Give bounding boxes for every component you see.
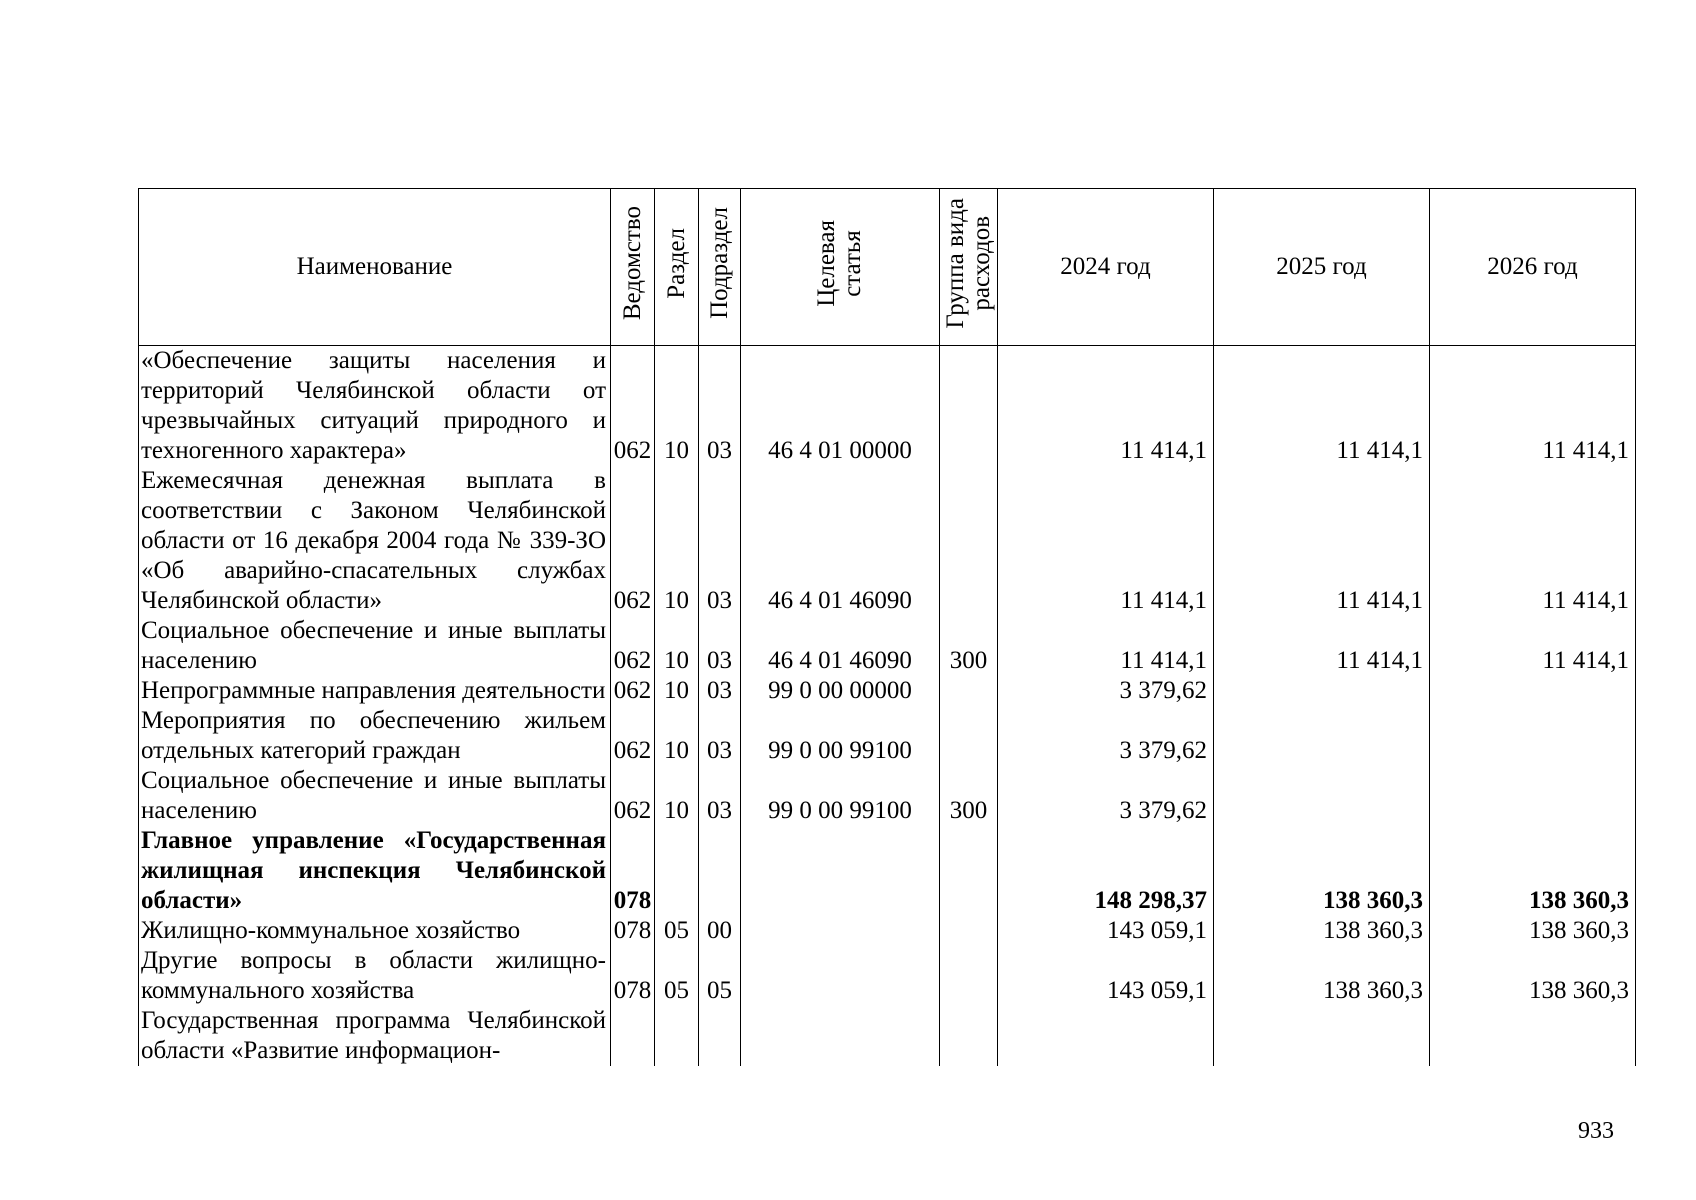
row-vedomstvo-cell xyxy=(611,1006,655,1066)
row-2026-cell: 11 414,1 xyxy=(1430,466,1636,616)
row-2025-cell: 138 360,3 xyxy=(1214,946,1430,1006)
header-name: Наименование xyxy=(139,189,611,346)
table-row xyxy=(139,766,1636,826)
row-2025-cell: 11 414,1 xyxy=(1214,616,1430,676)
header-podrazdel: Подраздел xyxy=(699,189,741,346)
row-razdel-cell: 10 xyxy=(655,346,699,467)
table-row xyxy=(139,826,1636,916)
row-2024-cell: 3 379,62 xyxy=(998,676,1214,706)
row-vedomstvo-cell: 062 xyxy=(611,616,655,676)
row-gruppa-cell: 300 xyxy=(940,766,998,826)
row-name-cell: Другие вопросы в области жилищно-коммунального хозяйства xyxy=(139,946,611,1006)
row-name-cell: Главное управление «Государственная жилищная инспекция Челябинской области» xyxy=(139,826,611,916)
row-2024-cell: 3 379,62 xyxy=(998,766,1214,826)
row-celevaya-statya-cell: 99 0 00 99100 xyxy=(741,766,940,826)
row-razdel-cell: 05 xyxy=(655,946,699,1006)
row-celevaya-statya-cell: 99 0 00 99100 xyxy=(741,706,940,766)
row-2026-cell xyxy=(1430,676,1636,706)
row-name-cell: Жилищно-коммунальное хозяйство xyxy=(139,916,611,946)
row-vedomstvo-cell: 062 xyxy=(611,706,655,766)
row-2026-cell: 138 360,3 xyxy=(1430,946,1636,1006)
row-gruppa-cell: 300 xyxy=(940,616,998,676)
row-2024-cell: 3 379,62 xyxy=(998,706,1214,766)
row-celevaya-statya-cell xyxy=(741,916,940,946)
row-razdel-cell xyxy=(655,1006,699,1066)
row-celevaya-statya-cell: 46 4 01 46090 xyxy=(741,616,940,676)
row-razdel-cell: 10 xyxy=(655,766,699,826)
row-vedomstvo-cell: 062 xyxy=(611,346,655,467)
row-razdel-cell: 10 xyxy=(655,706,699,766)
row-2025-cell xyxy=(1214,1006,1430,1066)
row-2026-cell xyxy=(1430,1006,1636,1066)
table-row xyxy=(139,616,1636,676)
row-razdel-cell xyxy=(655,826,699,916)
row-gruppa-cell xyxy=(940,676,998,706)
row-name-cell: Социальное обеспечение и иные выплаты населению xyxy=(139,616,611,676)
row-2025-cell: 11 414,1 xyxy=(1214,466,1430,616)
table-header-row xyxy=(139,189,1636,346)
row-2024-cell: 11 414,1 xyxy=(998,346,1214,467)
row-2025-cell: 138 360,3 xyxy=(1214,826,1430,916)
row-name-cell: Ежемесячная денежная выплата в соответствии с Законом Челябинской области от 16 декабря 2004 года № 339-ЗО «Об аварийно-спасательных службах Челябинской области» xyxy=(139,466,611,616)
row-podrazdel-cell: 00 xyxy=(699,916,741,946)
row-2025-cell xyxy=(1214,706,1430,766)
row-podrazdel-cell: 03 xyxy=(699,346,741,467)
page-number: 933 xyxy=(1578,1118,1614,1144)
header-celevaya-statya: Целевая статья xyxy=(741,189,940,346)
row-2024-cell xyxy=(998,1006,1214,1066)
header-gruppa-vida-rashodov: Группа вида расходов xyxy=(940,189,998,346)
row-razdel-cell: 05 xyxy=(655,916,699,946)
row-razdel-cell: 10 xyxy=(655,676,699,706)
row-vedomstvo-cell: 078 xyxy=(611,946,655,1006)
table-row xyxy=(139,706,1636,766)
row-podrazdel-cell: 03 xyxy=(699,466,741,616)
table-row xyxy=(139,346,1636,467)
row-2025-cell xyxy=(1214,766,1430,826)
row-name-cell: Государственная программа Челябинской области «Развитие информацион- xyxy=(139,1006,611,1066)
row-gruppa-cell xyxy=(940,916,998,946)
budget-table xyxy=(138,188,1636,1066)
row-2026-cell xyxy=(1430,766,1636,826)
row-gruppa-cell xyxy=(940,706,998,766)
row-celevaya-statya-cell xyxy=(741,1006,940,1066)
row-name-cell: Мероприятия по обеспечению жильем отдельных категорий граждан xyxy=(139,706,611,766)
row-podrazdel-cell: 03 xyxy=(699,766,741,826)
row-podrazdel-cell: 05 xyxy=(699,946,741,1006)
table-row xyxy=(139,1006,1636,1066)
row-2024-cell: 11 414,1 xyxy=(998,616,1214,676)
row-2025-cell xyxy=(1214,676,1430,706)
row-2025-cell: 138 360,3 xyxy=(1214,916,1430,946)
table-body xyxy=(139,346,1636,1067)
row-gruppa-cell xyxy=(940,826,998,916)
row-gruppa-cell xyxy=(940,346,998,467)
row-name-cell: Непрограммные направления деятельности xyxy=(139,676,611,706)
row-gruppa-cell xyxy=(940,466,998,616)
row-podrazdel-cell: 03 xyxy=(699,616,741,676)
row-podrazdel-cell: 03 xyxy=(699,706,741,766)
header-razdel: Раздел xyxy=(655,189,699,346)
row-podrazdel-cell: 03 xyxy=(699,676,741,706)
row-2026-cell: 138 360,3 xyxy=(1430,826,1636,916)
row-razdel-cell: 10 xyxy=(655,466,699,616)
row-2026-cell: 138 360,3 xyxy=(1430,916,1636,946)
row-2024-cell: 11 414,1 xyxy=(998,466,1214,616)
header-2024: 2024 год xyxy=(998,189,1214,346)
row-vedomstvo-cell: 062 xyxy=(611,466,655,616)
row-podrazdel-cell xyxy=(699,1006,741,1066)
row-podrazdel-cell xyxy=(699,826,741,916)
row-celevaya-statya-cell: 46 4 01 00000 xyxy=(741,346,940,467)
row-2024-cell: 143 059,1 xyxy=(998,916,1214,946)
row-2024-cell: 143 059,1 xyxy=(998,946,1214,1006)
row-razdel-cell: 10 xyxy=(655,616,699,676)
row-celevaya-statya-cell xyxy=(741,826,940,916)
row-name-cell: «Обеспечение защиты населения и территорий Челябинской области от чрезвычайных ситуаций природного и техногенного характера» xyxy=(139,346,611,467)
row-gruppa-cell xyxy=(940,946,998,1006)
table-row xyxy=(139,916,1636,946)
header-vedomstvo: Ведомство xyxy=(611,189,655,346)
header-2026: 2026 год xyxy=(1430,189,1636,346)
row-celevaya-statya-cell xyxy=(741,946,940,1006)
row-vedomstvo-cell: 062 xyxy=(611,766,655,826)
row-celevaya-statya-cell: 99 0 00 00000 xyxy=(741,676,940,706)
row-2025-cell: 11 414,1 xyxy=(1214,346,1430,467)
table-row xyxy=(139,676,1636,706)
row-2026-cell: 11 414,1 xyxy=(1430,346,1636,467)
row-vedomstvo-cell: 078 xyxy=(611,826,655,916)
table-row xyxy=(139,466,1636,616)
row-gruppa-cell xyxy=(940,1006,998,1066)
row-celevaya-statya-cell: 46 4 01 46090 xyxy=(741,466,940,616)
row-2026-cell xyxy=(1430,706,1636,766)
table-row xyxy=(139,946,1636,1006)
row-2024-cell: 148 298,37 xyxy=(998,826,1214,916)
row-name-cell: Социальное обеспечение и иные выплаты населению xyxy=(139,766,611,826)
row-vedomstvo-cell: 062 xyxy=(611,676,655,706)
row-vedomstvo-cell: 078 xyxy=(611,916,655,946)
header-2025: 2025 год xyxy=(1214,189,1430,346)
row-2026-cell: 11 414,1 xyxy=(1430,616,1636,676)
